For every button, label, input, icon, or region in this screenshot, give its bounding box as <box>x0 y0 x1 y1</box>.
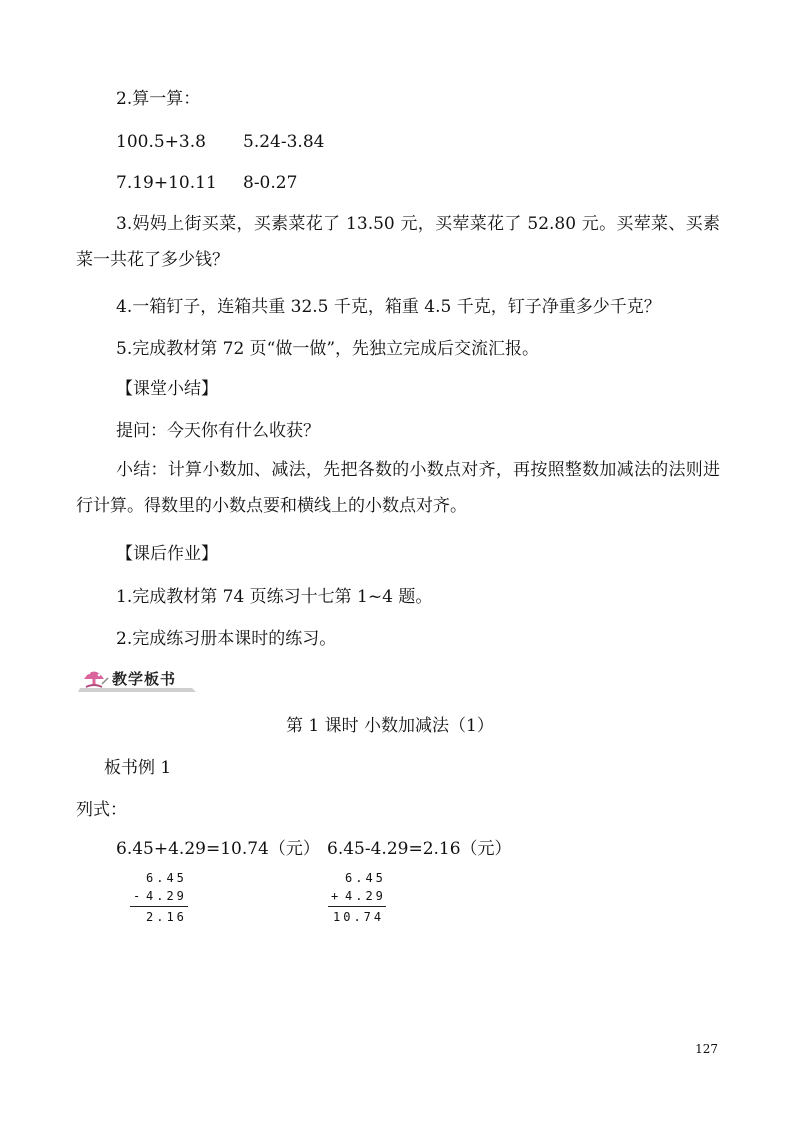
summary-heading: 【课堂小结】 <box>116 379 218 399</box>
calc-row2-a: 7.19+10.11 <box>116 173 217 193</box>
vertical-sub-operator: - <box>133 889 144 903</box>
vertical-sub-bottom: 4.29 <box>146 889 187 903</box>
vertical-sub-line <box>130 906 188 907</box>
board-title: 第 1 课时 小数加减法（1） <box>286 716 494 736</box>
calc-row1-a: 100.5+3.8 <box>116 132 206 152</box>
board-section-badge <box>74 662 198 694</box>
homework-item-1: 1.完成教材第 74 页练习十七第 1~4 题。 <box>116 587 433 607</box>
calc-row2-b: 8-0.27 <box>243 173 298 193</box>
board-example: 板书例 1 <box>104 758 172 778</box>
vertical-add-top: 6.45 <box>345 871 386 885</box>
page-number: 127 <box>695 1042 718 1056</box>
equation-subtraction: 6.45+4.29=10.74（元） <box>116 839 320 859</box>
vertical-add-line <box>328 906 386 907</box>
item4-text: 4.一箱钉子，连箱共重 32.5 千克，箱重 4.5 千克，钉子净重多少千克？ <box>116 297 661 317</box>
formula-label: 列式： <box>76 800 127 820</box>
homework-item-2: 2.完成练习册本课时的练习。 <box>116 629 337 649</box>
item5-text: 5.完成教材第 72 页“做一做”，先独立完成后交流汇报。 <box>116 339 540 359</box>
vertical-add-result: 10.74 <box>333 910 385 924</box>
vertical-add-bottom: 4.29 <box>345 889 386 903</box>
item2-title: 2.算一算： <box>116 89 201 109</box>
vertical-sub-top: 6.45 <box>146 871 187 885</box>
item3-text: 3.妈妈上街买菜，买素菜花了 13.50 元，买荤菜花了 52.80 元。买荤菜、买素菜一共花了多少钱？ <box>76 214 720 270</box>
board-section-label: 教学板书 <box>112 670 177 688</box>
question-text: 提问：今天你有什么收获？ <box>116 421 320 441</box>
vertical-sub-result: 2.16 <box>146 910 187 924</box>
summary-text: 小结：计算小数加、减法，先把各数的小数点对齐，再按照整数加减法的法则进行计算。得数里的小数点要和横线上的小数点对齐。 <box>76 460 720 516</box>
homework-heading: 【课后作业】 <box>116 544 218 564</box>
vertical-add-operator: + <box>331 889 342 903</box>
equation-addition: 6.45-4.29=2.16（元） <box>327 839 512 859</box>
calc-row1-b: 5.24-3.84 <box>243 132 325 152</box>
